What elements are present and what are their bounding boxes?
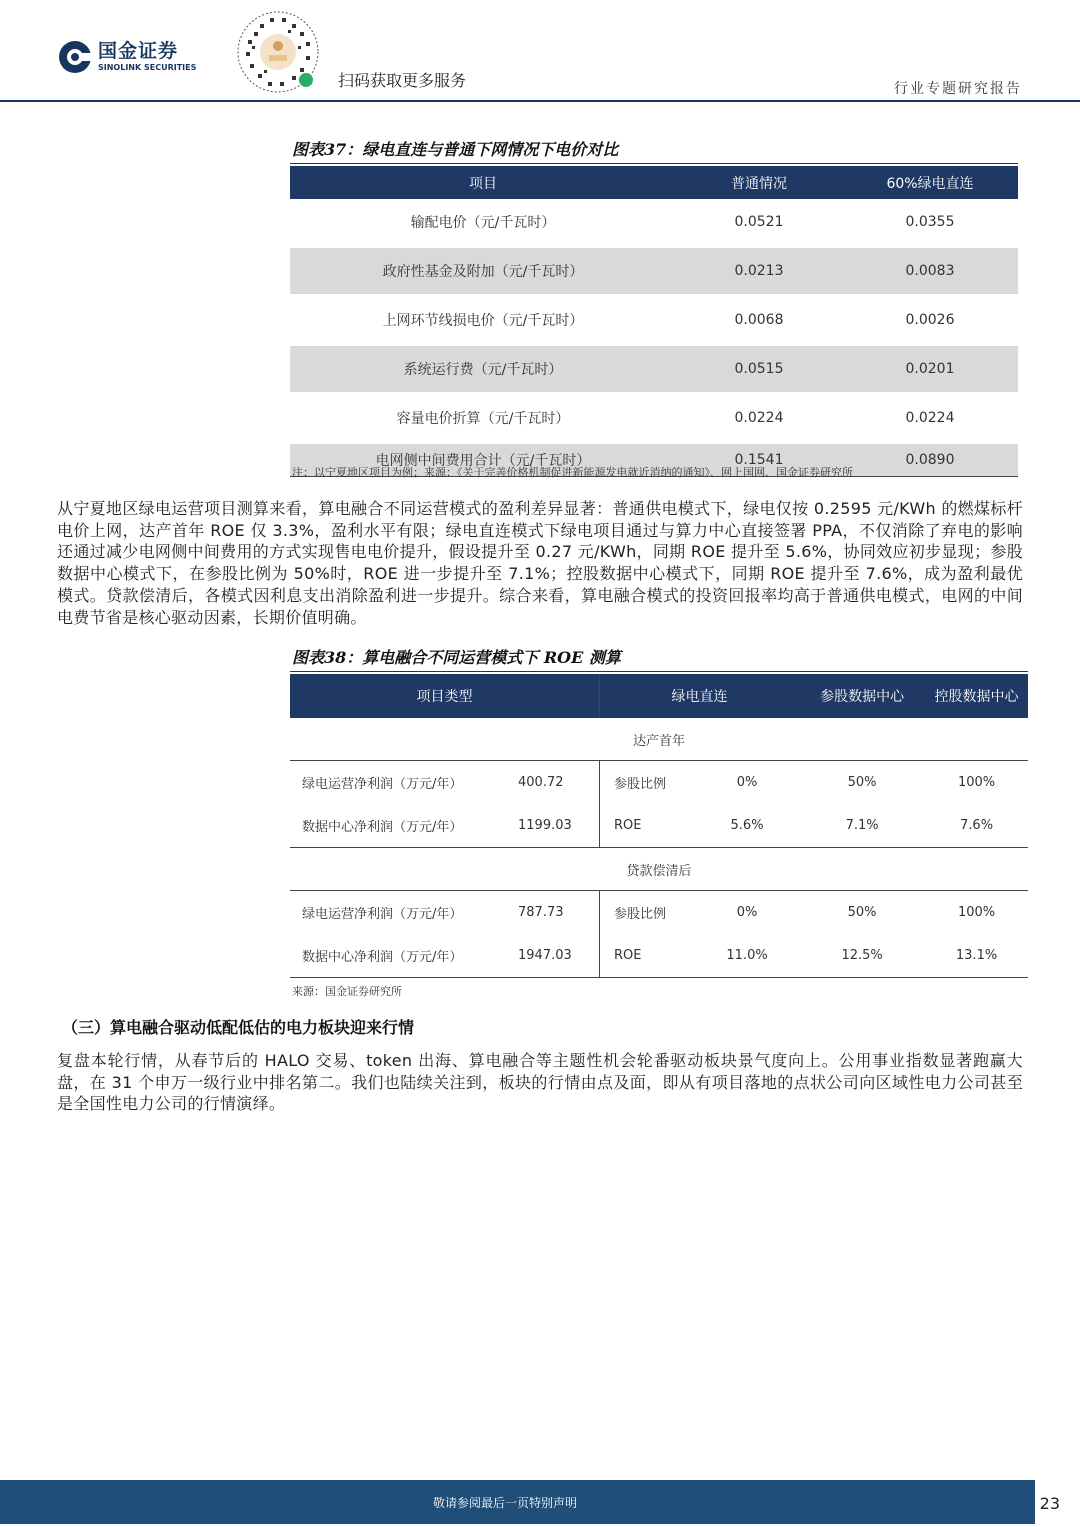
cell-value: 7.6% [925,804,1028,848]
cell-value: 12.5% [799,934,925,978]
cell-value: 0.0224 [734,410,784,426]
section-row [290,718,1028,761]
cell-value: 0% [736,905,758,920]
cell-value: 0.0201 [842,345,1018,394]
cell-value: 0.0213 [676,247,842,296]
row-label: 上网环节线损电价（元/千瓦时） [382,313,584,329]
figure-37-rule [290,163,1018,164]
section-label: 贷款偿清后 [290,848,1028,891]
row-label: 绿电运营净利润（万元/年） [302,907,463,922]
col-header: 普通情况 [676,166,842,199]
cell-value: 0.0083 [842,247,1018,296]
table-header-row [290,674,1028,718]
cell-value: 0.0890 [842,443,1018,477]
cell-value: 787.73 [517,891,600,935]
figure-37-table [290,166,1018,477]
row-label: 系统运行费（元/千瓦时） [290,345,676,394]
section-heading: （三）算电融合驱动低配低估的电力板块迎来行情 [62,1018,415,1037]
figure-37-title: 图表37：绿电直连与普通下网情况下电价对比 [292,140,619,159]
table-row [290,199,1018,247]
cell-value: 13.1% [925,934,1028,978]
cell-label: ROE [600,934,696,978]
page-header [0,0,1080,102]
col-header: 项目类型 [290,674,600,718]
body-paragraph-2: 复盘本轮行情，从春节后的 HALO 交易、token 出海、算电融合等主题性机会轮番驱动板块景气度向上。公用事业指数显著跑赢大盘，在 31 个申万一级行业中排名第二。我们也陆续关注到，板块的行情由点及面，即从有项目落地的点状公司向区域性电力公司甚至是全国性电力公司的行情演绎。 [57,1051,1023,1114]
table-row [290,761,1028,805]
cell-value: 0.0026 [905,312,955,328]
row-label: 绿电运营净利润（万元/年） [302,777,463,792]
cell-value: 100% [957,775,996,790]
qr-code-icon[interactable] [236,10,320,94]
body-paragraph-1: 从宁夏地区绿电运营项目测算来看，算电融合不同运营模式的盈利差异显著：普通供电模式下，绿电仅按 0.2595 元/KWh 的燃煤标杆电价上网，达产首年 ROE 仅 3.3%，盈利水平有限；绿电直连模式下绿电项目通过与算力中心直接签署 PPA，不仅消除了弃电的影响还通过减少电网侧中间费用的方式实现售电电价提升，假设提升至 0.27 元/KWh，同期 ROE 提升至 5.6%，协同效应初步显现；参股数据中心模式下，在参股比例为 50%时，ROE 进一步提升至 7.1%；控股数据中心模式下，同期 ROE 提升至 7.6%，成为盈利最优模式。贷款偿清后，各模式因利息支出消除盈利进一步提升。综合来看，算电融合模式的投资回报率均高于普通供电模式，电网的中间电费节省是核心驱动因素，长期价值明确。 [57,499,1023,627]
cell-value: 11.0% [695,934,799,978]
figure-37-note: 注：以宁夏地区项目为例；来源：《关于完善价格机制促进新能源发电就近消纳的通知》、网上国网、国金证券研究所 [292,466,853,479]
cell-value: 1199.03 [517,804,600,848]
qr-label: 扫码获取更多服务 [338,71,467,90]
header-divider [0,100,1080,102]
page-number: 23 [1039,1494,1060,1513]
cell-value: 0.0515 [676,345,842,394]
row-label: 输配电价（元/千瓦时） [410,215,556,231]
row-label: 政府性基金及附加（元/千瓦时） [290,247,676,296]
table-row [290,934,1028,978]
col-header: 控股数据中心 [925,674,1028,718]
sinolink-logo-icon [58,40,92,74]
table-row [290,804,1028,848]
cell-value: 400.72 [517,761,600,805]
row-label: 数据中心净利润（万元/年） [290,804,517,848]
cell-value: 5.6% [695,804,799,848]
cell-label: 参股比例 [614,907,667,922]
cell-value: 7.1% [799,804,925,848]
section-label: 达产首年 [290,718,1028,761]
cell-value: 50% [847,905,877,920]
cell-value: 50% [847,775,877,790]
cell-value: 0.1541 [676,443,842,477]
col-header: 项目 [290,166,676,199]
row-label: 容量电价折算（元/千瓦时） [396,411,570,427]
figure-38-source: 来源：国金证券研究所 [292,985,402,998]
table-row [290,394,1018,443]
table-row [290,296,1018,345]
table-row [290,891,1028,935]
cell-label: 参股比例 [614,777,667,792]
figure-38-title: 图表38：算电融合不同运营模式下 ROE 测算 [292,648,621,667]
figure-38-rule [290,671,1028,672]
company-logo [58,40,196,74]
table-header-row [290,166,1018,199]
cell-value: 100% [957,905,996,920]
table-row [290,345,1018,394]
cell-value: 0.0224 [905,410,955,426]
table-row [290,247,1018,296]
report-type: 行业专题研究报告 [894,81,1022,97]
cell-value: 1947.03 [517,934,600,978]
row-label: 电网侧中间费用合计（元/千瓦时） [290,443,676,477]
col-header: 60%绿电直连 [842,166,1018,199]
row-label: 数据中心净利润（万元/年） [290,934,517,978]
col-header: 参股数据中心 [799,674,925,718]
col-header: 绿电直连 [600,674,800,718]
logo-en-text: SINOLINK SECURITIES [98,63,197,72]
section-row [290,848,1028,891]
logo-cn-text: 国金证券 [98,40,179,62]
cell-value: 0.0355 [905,214,955,230]
cell-value: 0% [736,775,758,790]
cell-label: ROE [600,804,696,848]
footer-disclaimer[interactable]: 敬请参阅最后一页特别声明 [432,1496,577,1510]
figure-38-table [290,674,1028,978]
cell-value: 0.0068 [734,312,784,328]
cell-value: 0.0521 [734,214,784,230]
